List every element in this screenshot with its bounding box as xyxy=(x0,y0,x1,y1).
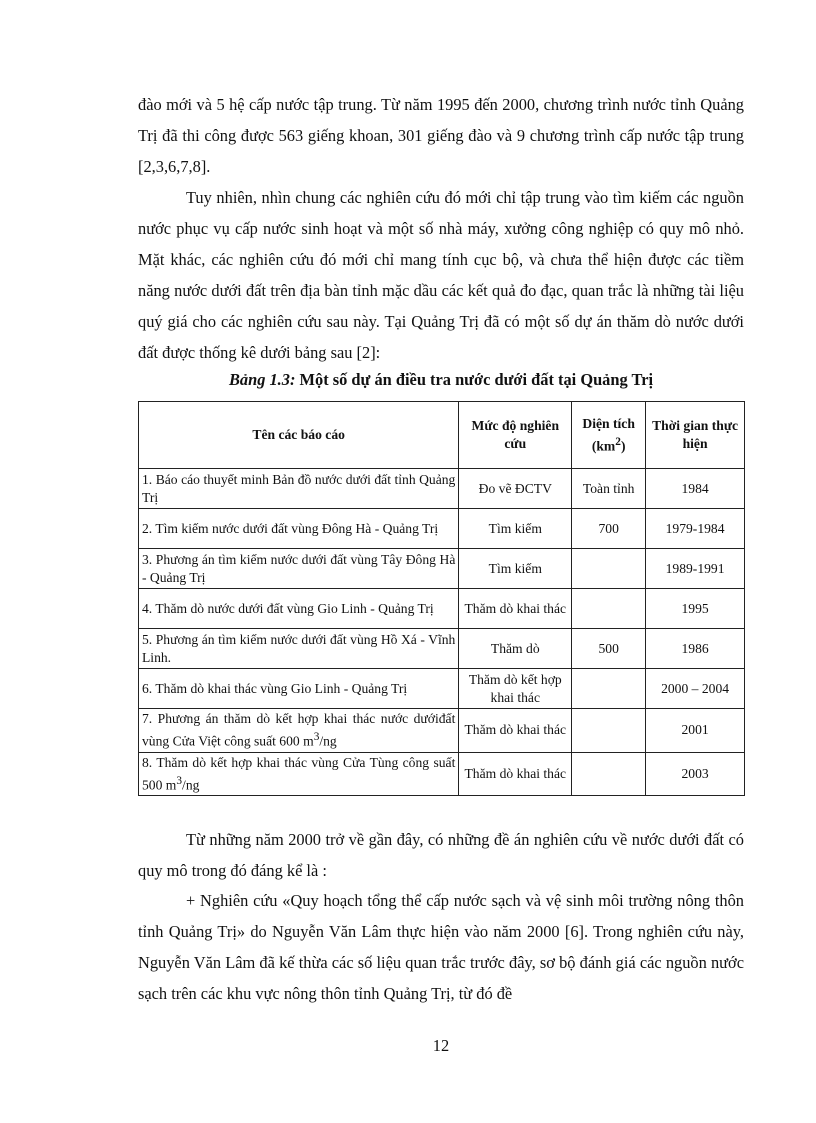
cell-report-name: 4. Thăm dò nước dưới đất vùng Gio Linh - Quảng Trị xyxy=(139,589,459,629)
cell-report-name: 3. Phương án tìm kiếm nước dưới đất vùng Tây Đông Hà - Quảng Trị xyxy=(139,549,459,589)
table-row xyxy=(139,629,745,669)
cell-area xyxy=(572,752,646,796)
cell-report-name: 2. Tìm kiếm nước dưới đất vùng Đông Hà - Quảng Trị xyxy=(139,509,459,549)
projects-table xyxy=(138,401,745,796)
paragraph-since-2000: Từ những năm 2000 trở về gần đây, có những đề án nghiên cứu về nước dưới đất có quy mô trong đó đáng kể là : xyxy=(138,830,744,880)
cell-area xyxy=(572,549,646,589)
cell-area: 700 xyxy=(572,509,646,549)
page-number: 12 xyxy=(432,1036,450,1055)
paragraph-intro-continuation: đào mới và 5 hệ cấp nước tập trung. Từ năm 1995 đến 2000, chương trình nước tỉnh Quảng Trị đã thi công được 563 giếng khoan, 301 giếng đào và 9 chương trình cấp nước tập trung [2,3,6,7,8]. xyxy=(138,95,744,176)
cell-time: 2000 – 2004 xyxy=(646,669,745,709)
cell-time: 2003 xyxy=(646,752,745,796)
cell-time: 1986 xyxy=(646,629,745,669)
cell-research-level: Tìm kiếm xyxy=(459,509,572,549)
paragraph-research-item: + Nghiên cứu «Quy hoạch tổng thể cấp nước sạch và vệ sinh môi trường nông thôn tỉnh Quảng Trị» do Nguyễn Văn Lâm thực hiện vào năm 2000 [6]. Trong nghiên cứu này, Nguyễn Văn Lâm đã kế thừa các số liệu quan trắc trước đây, sơ bộ đánh giá các nguồn nước sạch trên các khu vực nông thôn tỉnh Quảng Trị, từ đó đề xyxy=(138,891,744,1003)
header-time: Thời gian thực hiện xyxy=(646,402,745,469)
cell-report-name: 7. Phương án thăm dò kết hợp khai thác nước dướiđất vùng Cửa Việt công suất 600 $m^3/ng$ xyxy=(139,709,459,753)
cell-research-level: Thăm dò kết hợp khai thác xyxy=(459,669,572,709)
cell-time: 1984 xyxy=(646,469,745,509)
table-caption-text: Một số dự án điều tra nước dưới đất tại Quảng Trị xyxy=(295,370,654,389)
cell-time: 1979-1984 xyxy=(646,509,745,549)
cell-time: 1989-1991 xyxy=(646,549,745,589)
cell-report-name: 8. Thăm dò kết hợp khai thác vùng Cửa Tùng công suất 500 $m^3/ng$ xyxy=(139,752,459,796)
cell-research-level: Tìm kiếm xyxy=(459,549,572,589)
cell-report-name: 1. Báo cáo thuyết minh Bản đồ nước dưới đất tỉnh Quảng Trị xyxy=(139,469,459,509)
table-row xyxy=(139,589,745,629)
cell-research-level: Thăm dò xyxy=(459,629,572,669)
table-caption-label: Bảng 1.3: xyxy=(228,370,296,389)
header-research-level: Mức độ nghiên cứu xyxy=(459,402,572,469)
cell-area xyxy=(572,589,646,629)
table-caption xyxy=(138,370,744,390)
cell-area: Toàn tỉnh xyxy=(572,469,646,509)
table-row xyxy=(139,709,745,753)
cell-research-level: Thăm dò khai thác xyxy=(459,589,572,629)
cell-research-level: Thăm dò khai thác xyxy=(459,752,572,796)
cell-research-level: Thăm dò khai thác xyxy=(459,709,572,753)
cell-time: 2001 xyxy=(646,709,745,753)
table-row xyxy=(139,509,745,549)
cell-time: 1995 xyxy=(646,589,745,629)
table-row xyxy=(139,752,745,796)
cell-area xyxy=(572,709,646,753)
cell-report-name: 5. Phương án tìm kiếm nước dưới đất vùng Hồ Xá - Vĩnh Linh. xyxy=(139,629,459,669)
paragraph-however: Tuy nhiên, nhìn chung các nghiên cứu đó mới chỉ tập trung vào tìm kiếm các nguồn nước phục vụ cấp nước sinh hoạt và một số nhà máy, xưởng công nghiệp có quy mô nhỏ. Mặt khác, các nghiên cứu đó mới chỉ mang tính cục bộ, và chưa thể hiện được các tiềm năng nước dưới đất trên địa bàn tỉnh mặc dầu các kết quả đo đạc, quan trắc là những tài liệu quý giá cho các nghiên cứu sau này. Tại Quảng Trị đã có một số dự án thăm dò nước dưới đất được thống kê dưới bảng sau [2]: xyxy=(138,188,744,362)
cell-research-level: Đo vẽ ĐCTV xyxy=(459,469,572,509)
cell-report-name: 6. Thăm dò khai thác vùng Gio Linh - Quảng Trị xyxy=(139,669,459,709)
header-report-name: Tên các báo cáo xyxy=(139,402,459,469)
table-row xyxy=(139,669,745,709)
cell-area xyxy=(572,669,646,709)
table-row xyxy=(139,469,745,509)
table-row xyxy=(139,549,745,589)
header-area: Diện tích $(km^2)$ xyxy=(572,402,646,469)
cell-area: 500 xyxy=(572,629,646,669)
